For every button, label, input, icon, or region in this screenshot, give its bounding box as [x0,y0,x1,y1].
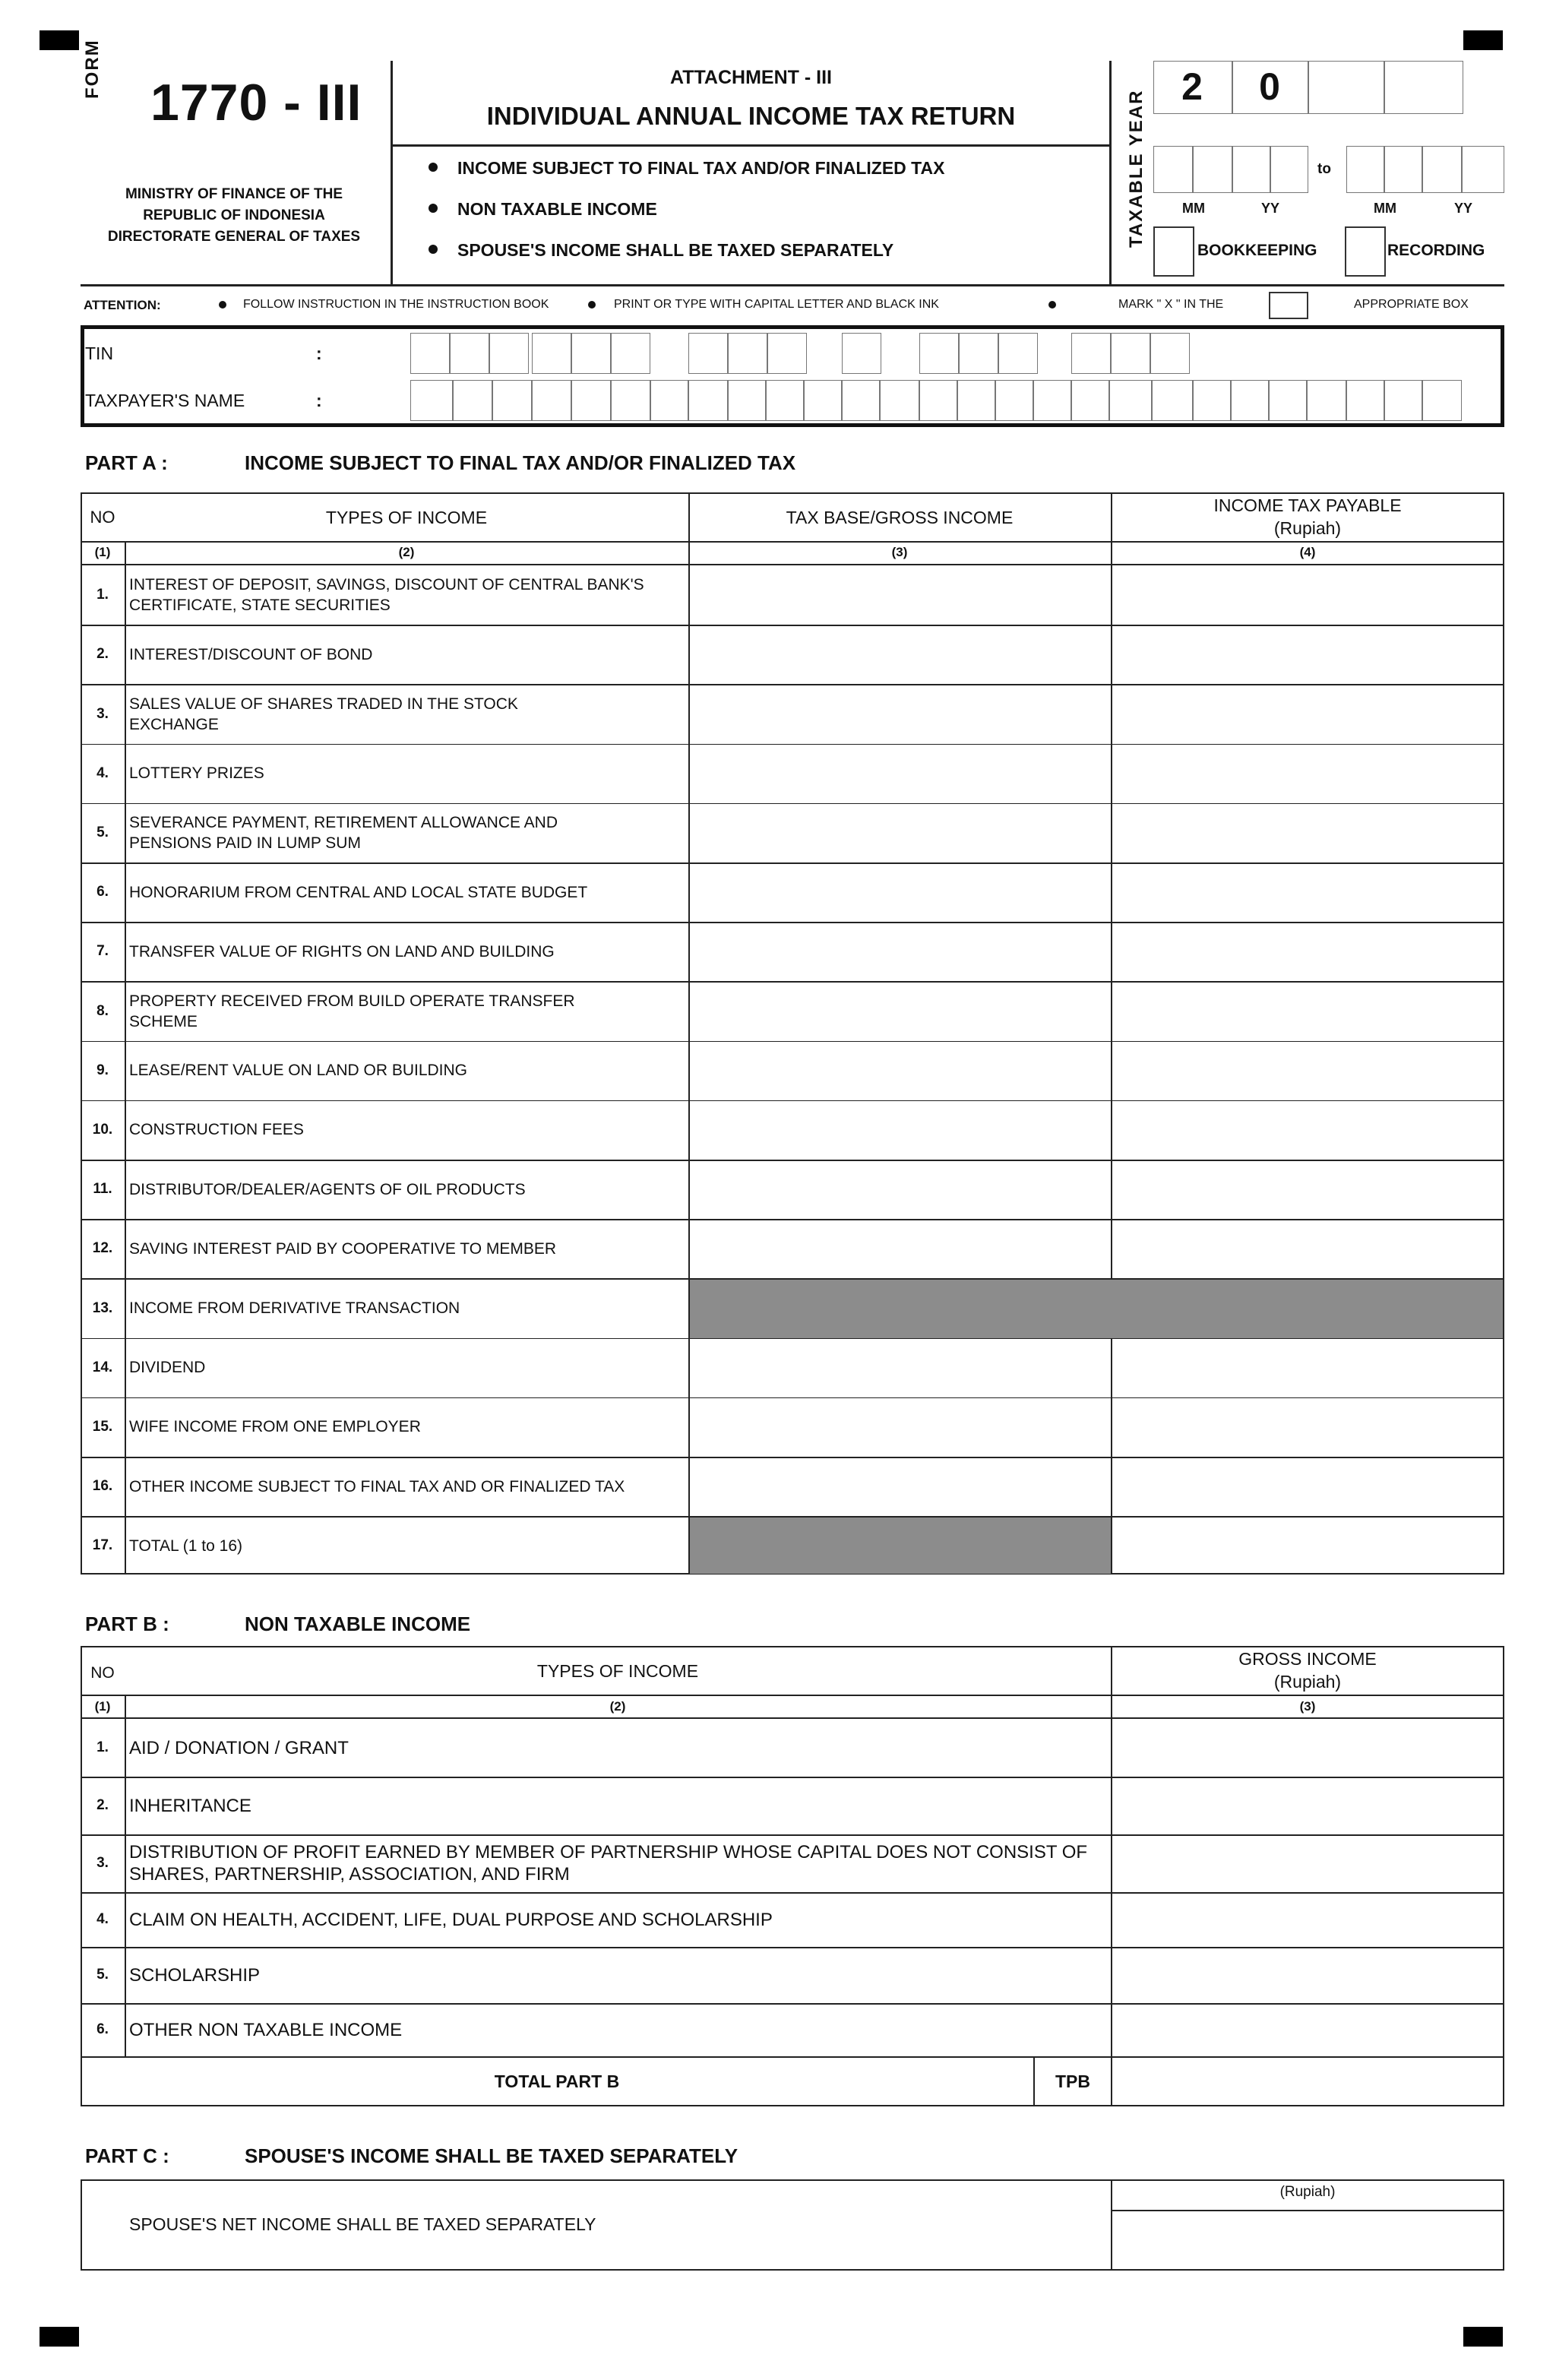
tax-base-input[interactable] [690,744,1111,803]
income-type-line: OTHER NON TAXABLE INCOME [129,2019,403,2040]
example-checkbox [1269,292,1308,319]
header-bullet-2: NON TAXABLE INCOME [457,199,657,219]
income-type-line: SALES VALUE OF SHARES TRADED IN THE STOCK [129,695,518,713]
income-type-label [129,942,555,962]
taxpayer-name-char-box[interactable] [995,380,1033,421]
row-number: 16. [92,1478,113,1495]
col-number: (3) [891,545,908,559]
period-label: YY [1454,201,1473,216]
row-divider [81,1695,1504,1696]
tax-base-input[interactable] [690,1397,1111,1457]
income-type-label [129,574,644,616]
year-digit-box[interactable] [1384,61,1463,114]
form-title: INDIVIDUAL ANNUAL INCOME TAX RETURN [486,102,1016,130]
tin-digit-box[interactable] [410,333,450,374]
income-tax-payable-input[interactable] [1112,803,1503,862]
income-type-line: AID / DONATION / GRANT [129,1737,349,1758]
period-label: MM [1374,201,1396,216]
income-type-label [129,1119,304,1140]
tax-base-input[interactable] [690,1338,1111,1397]
tax-base-input[interactable] [690,684,1111,743]
tax-base-input[interactable] [690,1160,1111,1219]
income-tax-payable-input[interactable] [1112,922,1503,981]
recording-checkbox[interactable] [1345,226,1386,277]
income-type-line: CLAIM ON HEALTH, ACCIDENT, LIFE, DUAL PURPOSE AND SCHOLARSHIP [129,1909,773,1930]
taxpayer-name-char-box[interactable] [1346,380,1384,421]
tax-base-input[interactable] [690,1219,1111,1278]
income-type-line: LEASE/RENT VALUE ON LAND OR BUILDING [129,1062,468,1080]
income-type-label [129,1416,421,1437]
taxpayer-name-char-box[interactable] [1193,380,1231,421]
col-divider [125,541,126,1575]
income-type-line: PROPERTY RECEIVED FROM BUILD OPERATE TRANSFER [129,992,575,1010]
tin-digit-box[interactable] [919,333,959,374]
tin-colon: : [316,343,322,363]
tax-base-input[interactable] [690,922,1111,981]
taxpayer-name-char-box[interactable] [410,380,453,421]
taxpayer-name-char-box[interactable] [842,380,880,421]
row-number: 3. [96,1855,109,1871]
tax-base-input[interactable] [690,625,1111,684]
period-start-year-box[interactable] [1270,146,1308,193]
bullet-icon [1048,301,1056,309]
taxpayer-name-char-box[interactable] [957,380,995,421]
part-c-title: SPOUSE'S INCOME SHALL BE TAXED SEPARATELY [245,2144,738,2167]
col-number: (4) [1299,545,1316,559]
gross-income-input[interactable] [1112,1834,1503,1892]
part-c-label: PART C : [85,2144,169,2167]
tax-base-input[interactable] [690,1457,1111,1516]
taxpayer-name-char-box[interactable] [532,380,571,421]
bullet-icon [429,163,438,172]
header-bullet-3: SPOUSE'S INCOME SHALL BE TAXED SEPARATELY [457,240,894,260]
income-type-line: INHERITANCE [129,1795,251,1816]
income-tax-payable-input[interactable] [1112,1219,1503,1278]
taxpayer-name-char-box[interactable] [650,380,688,421]
bullet-icon [588,301,596,309]
tax-base-input[interactable] [690,862,1111,922]
income-tax-payable-input[interactable] [1112,862,1503,922]
header-types-of-income: TYPES OF INCOME [325,508,488,527]
income-type-line: SHARES, PARTNERSHIP, ASSOCIATION, AND FIRM [129,1864,570,1885]
part-a-label: PART A : [85,451,168,474]
col-number: (1) [94,545,111,559]
income-type-label [129,1737,349,1759]
col-divider [125,1695,126,2056]
tin-digit-box[interactable] [842,333,881,374]
income-type-label [129,991,575,1032]
tin-digit-box[interactable] [611,333,650,374]
tin-digit-box[interactable] [998,333,1038,374]
bookkeeping-checkbox[interactable] [1153,226,1194,277]
col-number: (2) [398,545,415,559]
tax-base-input[interactable] [690,1100,1111,1160]
tax-base-input[interactable] [690,803,1111,862]
income-type-label [129,763,264,783]
divider [391,61,393,286]
taxpayer-name-char-box[interactable] [688,380,728,421]
to-label: to [1317,161,1331,177]
taxpayer-name-char-box[interactable] [1152,380,1193,421]
tin-digit-box[interactable] [728,333,767,374]
header-bullet-1: INCOME SUBJECT TO FINAL TAX AND/OR FINALIZED TAX [457,158,945,178]
tin-digit-box[interactable] [1071,333,1111,374]
income-type-label [129,694,518,735]
income-type-label [129,1239,556,1259]
spouse-net-income-label: SPOUSE'S NET INCOME SHALL BE TAXED SEPARATELY [129,2214,596,2234]
income-tax-payable-input[interactable] [1112,1160,1503,1219]
income-type-label [129,644,372,665]
taxpayer-name-char-box[interactable] [453,380,492,421]
attention-item: MARK " X " IN THE [1118,298,1224,311]
attachment-label: ATTACHMENT - III [670,67,832,88]
taxpayer-name-char-box[interactable] [1269,380,1307,421]
row-number: 13. [92,1299,113,1316]
divider [391,144,1109,147]
gross-income-input[interactable] [1112,1719,1503,1777]
gross-income-input[interactable] [1112,2003,1503,2056]
income-type-label [129,1795,251,1817]
income-tax-payable-input[interactable] [1112,1457,1503,1516]
tin-label: TIN [85,343,114,363]
tin-digit-box[interactable] [959,333,998,374]
taxpayer-name-char-box[interactable] [1307,380,1346,421]
income-tax-payable-input[interactable] [1112,684,1503,743]
shaded-cell [690,1278,1503,1337]
income-type-label [129,812,558,853]
income-type-label [129,1179,526,1200]
recording-label: RECORDING [1387,242,1485,259]
row-number: 4. [96,1911,109,1927]
income-tax-payable-input[interactable] [1112,1100,1503,1160]
income-type-label [129,1964,260,1986]
income-tax-payable-input[interactable] [1112,1516,1503,1575]
income-type-line: LOTTERY PRIZES [129,764,264,783]
ministry-line: DIRECTORATE GENERAL OF TAXES [107,229,361,245]
col-number: (3) [1299,1699,1316,1714]
gross-income-input[interactable] [1112,1947,1503,2003]
income-type-label [129,1476,625,1497]
row-number: 7. [96,943,109,960]
ministry-line: REPUBLIC OF INDONESIA [143,207,325,223]
income-tax-payable-input[interactable] [1112,565,1503,625]
row-number: 3. [96,705,109,722]
period-end-month-box[interactable] [1384,146,1422,193]
period-label: YY [1261,201,1280,216]
taxpayer-name-char-box[interactable] [611,380,650,421]
income-type-line: INTEREST OF DEPOSIT, SAVINGS, DISCOUNT OF CENTRAL BANK'S [129,576,644,594]
registration-mark [1463,30,1503,50]
period-end-month-box[interactable] [1346,146,1384,193]
income-type-line: EXCHANGE [129,715,219,733]
part-c-unit: (Rupiah) [1279,2184,1336,2200]
period-end-year-box[interactable] [1462,146,1504,193]
income-type-line: SCHOLARSHIP [129,1964,261,1986]
tin-digit-box[interactable] [688,333,728,374]
attention-item: FOLLOW INSTRUCTION IN THE INSTRUCTION BOOK [243,298,549,311]
income-type-line: TOTAL (1 to 16) [129,1537,242,1555]
income-type-line: DISTRIBUTION OF PROFIT EARNED BY MEMBER OF PARTNERSHIP WHOSE CAPITAL DOES NOT CONSIST OF [129,1842,1088,1863]
divider [1109,61,1112,286]
taxpayer-name-char-box[interactable] [1071,380,1109,421]
income-type-label [129,1298,460,1318]
tin-digit-box[interactable] [489,333,529,374]
income-type-line: SEVERANCE PAYMENT, RETIREMENT ALLOWANCE AND [129,813,558,831]
form-label: FORM [82,39,103,99]
income-tax-payable-input[interactable] [1112,981,1503,1040]
header-no: NO [90,508,115,527]
bullet-icon [429,204,438,213]
gross-income-input[interactable] [1112,1777,1503,1834]
registration-mark [40,30,79,50]
header-types-of-income: TYPES OF INCOME [536,1661,699,1681]
period-end-year-box[interactable] [1422,146,1462,193]
income-tax-payable-input[interactable] [1112,1041,1503,1100]
row-number: 4. [96,764,109,781]
income-type-line: DIVIDEND [129,1359,206,1377]
part-a-title: INCOME SUBJECT TO FINAL TAX AND/OR FINALIZED TAX [245,451,796,474]
period-start-year-box[interactable] [1232,146,1270,193]
header-rupiah: (Rupiah) [1273,518,1342,538]
income-type-line: CERTIFICATE, STATE SECURITIES [129,597,391,615]
part-b-title: NON TAXABLE INCOME [245,1613,471,1635]
taxpayer-name-char-box[interactable] [804,380,842,421]
income-type-label [129,1060,467,1081]
taxpayer-name-char-box[interactable] [1231,380,1269,421]
ministry-block [81,184,387,248]
registration-mark [40,2327,79,2347]
income-type-line: INCOME FROM DERIVATIVE TRANSACTION [129,1299,460,1317]
col-number: (1) [94,1699,111,1714]
row-number: 15. [92,1418,113,1435]
year-digit: 0 [1259,65,1280,108]
income-type-label [129,1909,773,1931]
attention-label: ATTENTION: [84,298,161,312]
row-number: 1. [96,587,109,603]
taxpayer-name-char-box[interactable] [1384,380,1422,421]
row-number: 12. [92,1240,113,1257]
income-type-line: DISTRIBUTOR/DEALER/AGENTS OF OIL PRODUCTS [129,1180,526,1198]
total-part-b-code: TPB [1055,2071,1090,2091]
taxpayer-name-char-box[interactable] [1422,380,1462,421]
period-start-month-box[interactable] [1193,146,1232,193]
tax-base-input[interactable] [690,1041,1111,1100]
period-start-month-box[interactable] [1153,146,1193,193]
income-type-line: TRANSFER VALUE OF RIGHTS ON LAND AND BUILDING [129,942,555,961]
taxpayer-name-char-box[interactable] [880,380,919,421]
bullet-icon [429,245,438,254]
row-divider [81,1278,1504,1280]
registration-mark [1463,2327,1503,2347]
income-type-label [129,2019,402,2041]
tax-base-input[interactable] [690,981,1111,1040]
form-number: 1770 - III [150,74,362,131]
taxpayer-name-char-box[interactable] [728,380,766,421]
row-number: 9. [96,1062,109,1078]
attention-item: APPROPRIATE BOX [1354,298,1469,311]
taxpayer-name-char-box[interactable] [492,380,532,421]
taxpayer-name-label: TAXPAYER'S NAME [85,391,245,410]
taxpayer-name-char-box[interactable] [919,380,957,421]
row-number: 10. [92,1121,113,1138]
tin-digit-box[interactable] [450,333,489,374]
income-type-line: SAVING INTEREST PAID BY COOPERATIVE TO MEMBER [129,1239,557,1258]
income-type-line: SCHEME [129,1012,198,1030]
tin-digit-box[interactable] [1150,333,1190,374]
year-digit-box[interactable] [1153,61,1232,114]
row-divider [81,541,1504,543]
divider [81,284,1504,286]
row-number: 6. [96,884,109,900]
row-number: 5. [96,1967,109,1983]
tin-digit-box[interactable] [1111,333,1150,374]
header-no: NO [90,1664,115,1682]
income-tax-payable-input[interactable] [1112,744,1503,803]
tin-digit-box[interactable] [571,333,611,374]
gross-income-input[interactable] [1112,1892,1503,1947]
income-type-label [129,1841,1087,1885]
income-type-line: INTEREST/DISCOUNT OF BOND [129,645,373,663]
income-type-label [129,882,587,903]
year-digit-box[interactable] [1232,61,1308,114]
taxable-year-label: TAXABLE YEAR [1126,89,1146,248]
ministry-line: MINISTRY OF FINANCE OF THE [125,186,343,202]
income-tax-payable-input[interactable] [1112,625,1503,684]
income-tax-payable-input[interactable] [1112,1397,1503,1457]
tin-digit-box[interactable] [767,333,807,374]
income-type-line: WIFE INCOME FROM ONE EMPLOYER [129,1418,421,1436]
taxpayer-name-char-box[interactable] [766,380,804,421]
income-type-line: HONORARIUM FROM CENTRAL AND LOCAL STATE BUDGET [129,883,588,901]
period-label: MM [1182,201,1205,216]
attention-item: PRINT OR TYPE WITH CAPITAL LETTER AND BLACK INK [614,298,939,311]
shaded-cell [690,1516,1111,1574]
taxpayer-name-char-box[interactable] [571,380,611,421]
income-type-label [129,1536,242,1556]
row-number: 14. [92,1359,113,1375]
row-number: 11. [93,1181,112,1198]
tin-digit-box[interactable] [532,333,571,374]
taxpayer-name-char-box[interactable] [1109,380,1152,421]
row-number: 6. [96,2021,109,2037]
col-number: (2) [609,1699,626,1714]
income-type-line: PENSIONS PAID IN LUMP SUM [129,834,361,852]
taxpayer-name-colon: : [316,391,322,410]
year-digit: 2 [1181,65,1203,108]
tax-base-input[interactable] [690,565,1111,625]
row-number: 8. [96,1002,109,1019]
income-type-line: OTHER INCOME SUBJECT TO FINAL TAX AND OR FINALIZED TAX [129,1477,625,1495]
income-type-label [129,1357,205,1378]
year-digit-box[interactable] [1308,61,1384,114]
spouse-net-income-input[interactable] [1112,2211,1503,2269]
bookkeeping-label: BOOKKEEPING [1197,242,1317,259]
bullet-icon [219,301,226,309]
row-number: 17. [92,1537,113,1554]
header-gross-income: GROSS INCOME [1238,1649,1377,1669]
income-type-line: CONSTRUCTION FEES [129,1121,304,1139]
total-part-b-input[interactable] [1112,2058,1503,2105]
income-tax-payable-input[interactable] [1112,1338,1503,1397]
total-part-b-label: TOTAL PART B [494,2071,620,2091]
header-tax-base: TAX BASE/GROSS INCOME [786,508,1014,527]
part-b-label: PART B : [85,1613,169,1635]
taxpayer-name-char-box[interactable] [1033,380,1071,421]
row-number: 1. [96,1739,109,1755]
header-income-tax-payable: INCOME TAX PAYABLE [1213,495,1402,515]
row-number: 2. [96,646,109,663]
row-number: 2. [96,1797,109,1813]
row-number: 5. [96,824,109,840]
header-rupiah: (Rupiah) [1273,1672,1342,1692]
